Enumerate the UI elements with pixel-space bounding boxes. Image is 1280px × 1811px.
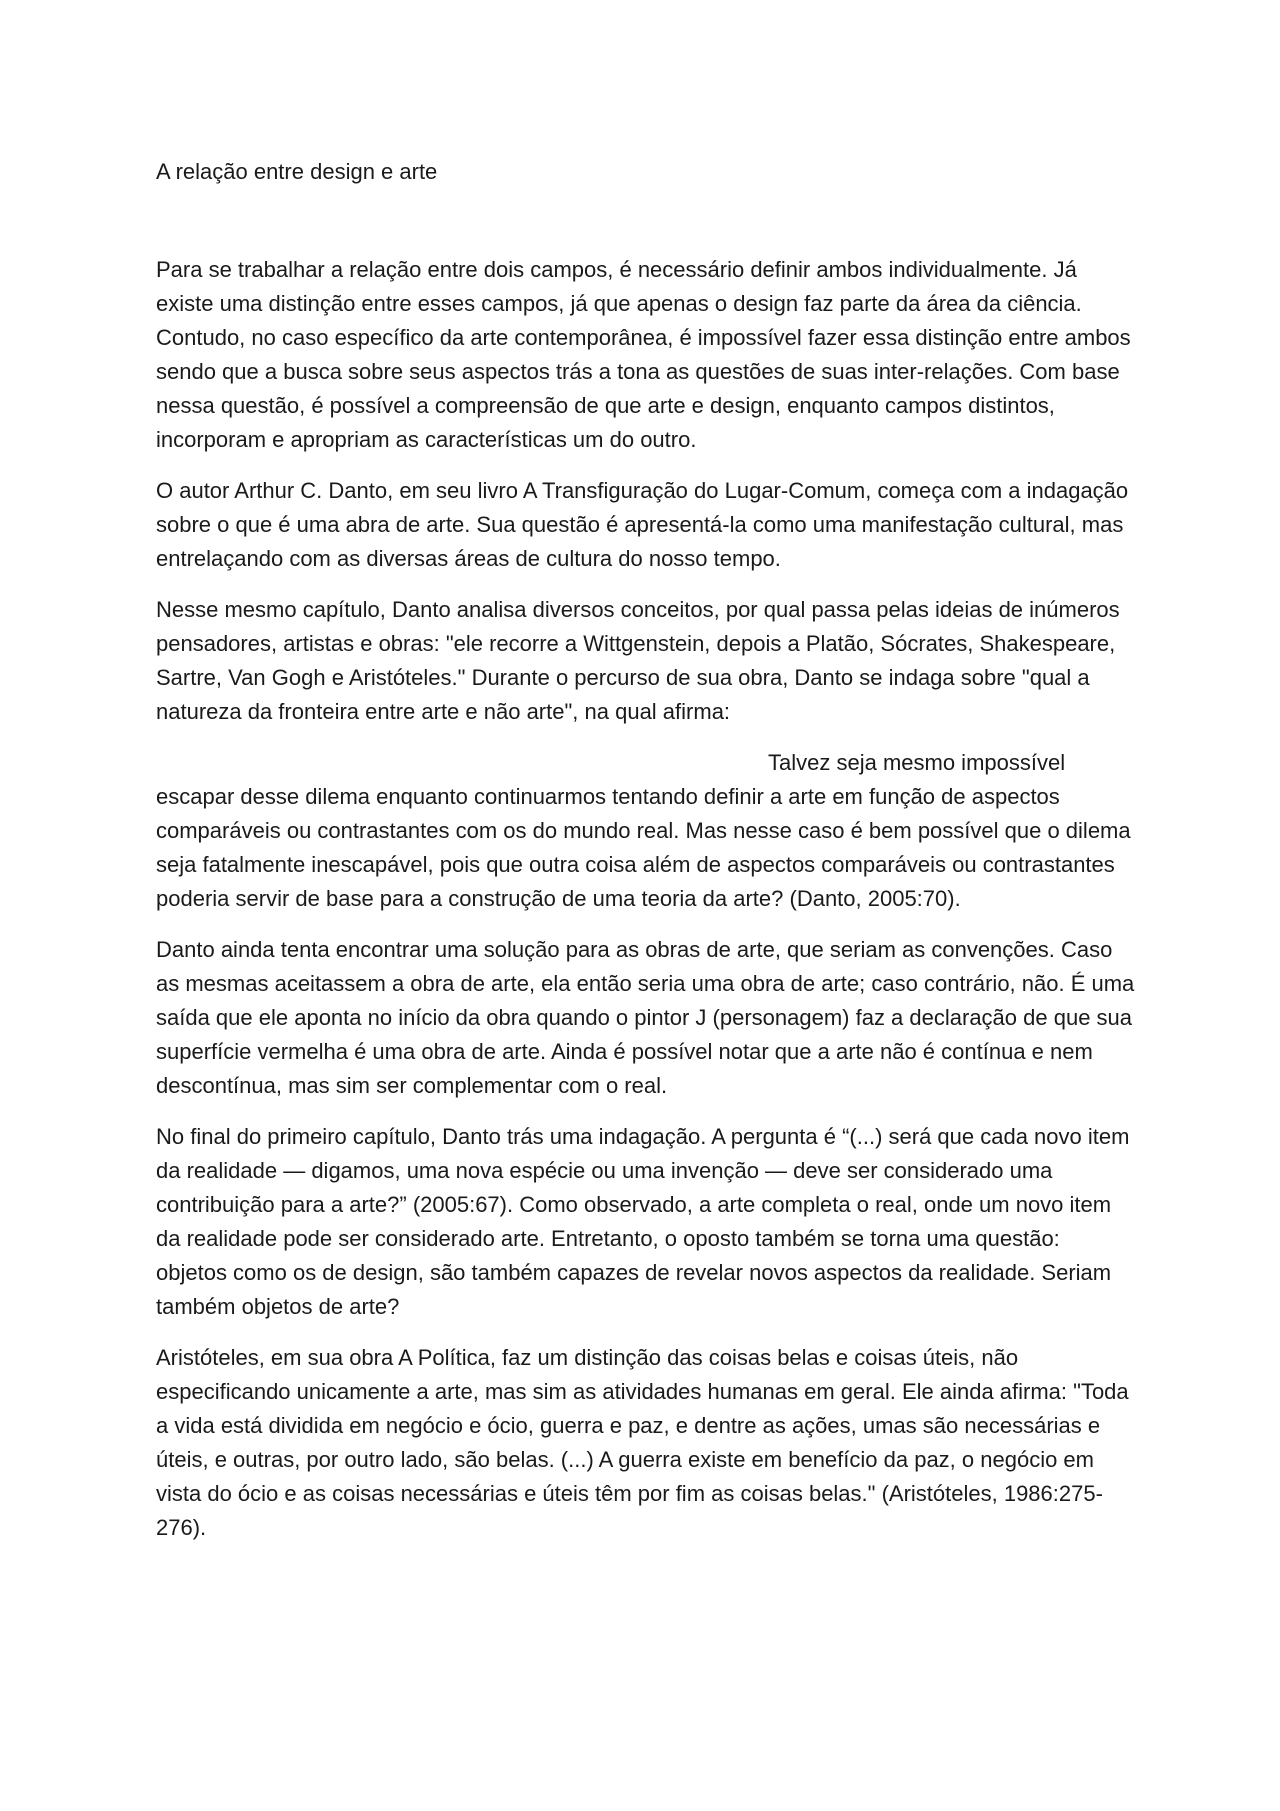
- paragraph-intro: Para se trabalhar a relação entre dois campos, é necessário definir ambos individualmente. Já existe uma distinção entre esses campos, já que apenas o design faz parte da área da ciência. Contudo, no caso específico da arte contemporânea, é impossível fazer essa distinção entre ambos sendo que a busca sobre seus aspectos trás a tona as questões de suas inter-relações. Com base nessa questão, é possível a compreensão de que arte e design, enquanto campos distintos, incorporam e apropriam as características um do outro.: [156, 257, 1131, 452]
- paragraph-aristotle: Aristóteles, em sua obra A Política, faz um distinção das coisas belas e coisas úteis, não especificando unicamente a arte, mas sim as atividades humanas em geral. Ele ainda afirma: "Toda a vida está dividida em negócio e ócio, guerra e paz, e dentre as ações, umas são necessárias e úteis, e outras, por outro lado, são belas. (...) A guerra existe em benefício da paz, o negócio em vista do ócio e as coisas necessárias e úteis têm por fim as coisas belas." (Aristóteles, 1986:275-276).: [156, 1345, 1129, 1540]
- paragraph-conventions: Danto ainda tenta encontrar uma solução para as obras de arte, que seriam as convenções. Caso as mesmas aceitassem a obra de arte, ela então seria uma obra de arte; caso contrário, não. É uma saída que ele aponta no início da obra quando o pintor J (personagem) faz a declaração de que sua superfície vermelha é uma obra de arte. Ainda é possível notar que a arte não é contínua e nem descontínua, mas sim ser complementar com o real.: [156, 937, 1135, 1098]
- paragraph-danto-author: O autor Arthur C. Danto, em seu livro A Transfiguração do Lugar-Comum, começa com a indagação sobre o que é uma abra de arte. Sua questão é apresentá-la como uma manifestação cultural, mas entrelaçando com as diversas áreas de cultura do nosso tempo.: [156, 478, 1129, 571]
- block-quote-danto: Talvez seja mesmo impossível escapar desse dilema enquanto continuarmos tentando definir a arte em função de aspectos comparáveis ou contrastantes com os do mundo real. Mas nesse caso é bem possível que o dilema seja fatalmente inescapável, pois que outra coisa além de aspectos comparáveis ou contrastantes poderia servir de base para a construção de uma teoria da arte? (Danto, 2005:70).: [156, 750, 1131, 911]
- document-body: [156, 155, 1136, 1562]
- paragraph-danto-concepts: Nesse mesmo capítulo, Danto analisa diversos conceitos, por qual passa pelas ideias de inúmeros pensadores, artistas e obras: "ele recorre a Wittgenstein, depois a Platão, Sócrates, Shakespeare, Sartre, Van Gogh e Aristóteles." Durante o percurso de sua obra, Danto se indaga sobre "qual a natureza da fronteira entre arte e não arte", na qual afirma:: [156, 597, 1120, 724]
- paragraph-first-chapter: No final do primeiro capítulo, Danto trás uma indagação. A pergunta é “(...) será que cada novo item da realidade — digamos, uma nova espécie ou uma invenção — deve ser considerado uma contribuição para a arte?” (2005:67). Como observado, a arte completa o real, onde um novo item da realidade pode ser considerado arte. Entretanto, o oposto também se torna uma questão: objetos como os de design, são também capazes de revelar novos aspectos da realidade. Seriam também objetos de arte?: [156, 1124, 1130, 1319]
- document-title: A relação entre design e arte: [156, 159, 438, 184]
